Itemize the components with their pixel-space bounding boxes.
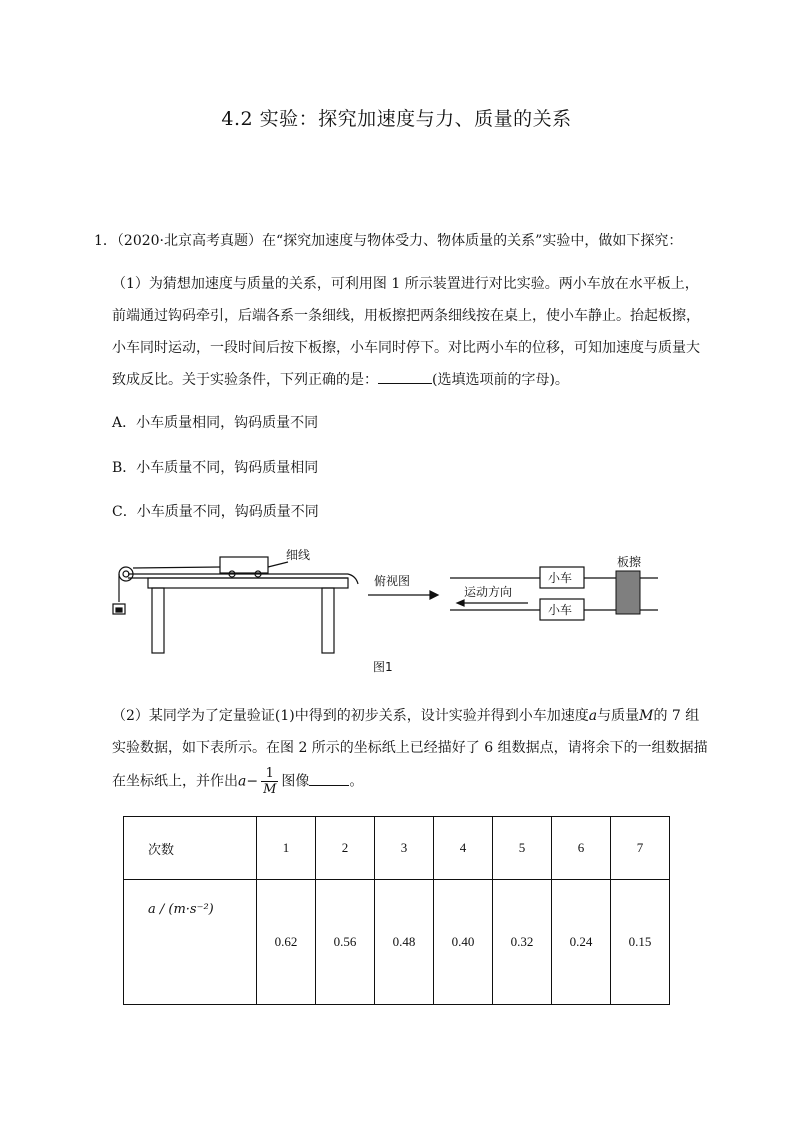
minus-sign: − <box>246 773 259 790</box>
table-header-row <box>124 817 670 880</box>
part2-line1-end: 的 7 组 <box>653 708 700 724</box>
part2-line2: 实验数据，如下表所示。在图 2 所示的坐标纸上已经描好了 6 组数据点，请将余下的一组数据描 <box>112 740 708 756</box>
part2-line3-text: 在坐标纸上，并作出 <box>112 773 238 790</box>
eraser-block <box>616 571 640 614</box>
pulley-icon <box>119 567 133 602</box>
question-stem <box>94 232 682 250</box>
part2-line3 <box>112 766 363 797</box>
part1-line2: 前端通过钩码牵引，后端各系一条细线，用板擦把两条细线按在桌上，使小车静止。抬起板擦， <box>112 308 700 324</box>
figure-1-caption: 图1 <box>373 660 393 674</box>
part1-line4-hint: (选填选项前的字母)。 <box>432 372 569 388</box>
label-eraser: 板擦 <box>617 555 642 569</box>
label-thread: 细线 <box>286 548 311 562</box>
table-col-1: 1 <box>257 817 316 880</box>
table-col-4: 4 <box>434 817 493 880</box>
table-col-2: 2 <box>316 817 375 880</box>
var-M: M <box>639 708 654 724</box>
label-car-top: 小车 <box>548 571 573 585</box>
table-value-1: 0.62 <box>257 880 316 1005</box>
table-value-7: 0.15 <box>611 880 670 1005</box>
frac-numerator: 1 <box>261 766 278 782</box>
table-col-7: 7 <box>611 817 670 880</box>
part1-line1: （1）为猜想加速度与质量的关系，可利用图 1 所示装置进行对比实验。两小车放在水平板上， <box>112 276 699 292</box>
option-c[interactable]: C．小车质量不同，钩码质量不同 <box>112 504 319 520</box>
var-a: a <box>588 708 598 724</box>
question-number: 1． <box>94 233 117 249</box>
hook-weight-icon <box>113 604 125 614</box>
left-arrow-icon <box>457 600 528 606</box>
label-car-bottom: 小车 <box>548 603 573 617</box>
table-value-2: 0.56 <box>316 880 375 1005</box>
part2-line1-mid: 与质量 <box>597 708 640 724</box>
frac-denominator: M <box>263 782 277 797</box>
option-a[interactable]: A．小车质量相同，钩码质量不同 <box>112 415 319 431</box>
option-b[interactable]: B．小车质量不同，钩码质量相同 <box>112 460 319 476</box>
data-table <box>123 816 670 1005</box>
label-top-view: 俯视图 <box>374 574 411 588</box>
table-value-5: 0.32 <box>493 880 552 1005</box>
part2-line1 <box>112 707 699 725</box>
table-value-4: 0.40 <box>434 880 493 1005</box>
table-col-6: 6 <box>552 817 611 880</box>
table-header-label: 次数 <box>124 817 257 880</box>
answer-blank-2[interactable] <box>309 773 349 786</box>
table-col-5: 5 <box>493 817 552 880</box>
answer-blank-1[interactable] <box>378 371 432 384</box>
var-a-2: a <box>238 773 247 790</box>
question-source: （2020·北京高考真题） <box>116 233 263 249</box>
part1-line3: 小车同时运动，一段时间后按下板擦，小车同时停下。对比两小车的位移，可知加速度与质量大 <box>112 340 700 356</box>
table-side-view <box>128 574 358 653</box>
table-value-6: 0.24 <box>552 880 611 1005</box>
part1-line4 <box>112 371 569 389</box>
label-direction: 运动方向 <box>464 585 513 599</box>
part1-line4-text: 致成反比。关于实验条件，下列正确的是： <box>112 372 378 388</box>
right-arrow-icon <box>368 591 438 599</box>
page-title: 4.2 实验：探究加速度与力、质量的关系 <box>221 108 572 130</box>
part2-line3-graph: 图像 <box>281 773 310 790</box>
table-value-3: 0.48 <box>375 880 434 1005</box>
figure-1 <box>108 540 688 680</box>
table-data-row <box>124 880 670 1005</box>
question-stem-text: 在“探究加速度与物体受力、物体质量的关系”实验中，做如下探究： <box>262 233 683 249</box>
part2-line3-end: 。 <box>349 773 364 790</box>
table-col-3: 3 <box>375 817 434 880</box>
part2-line1-text: （2）某同学为了定量验证(1)中得到的初步关系，设计实验并得到小车加速度 <box>112 708 589 724</box>
table-row-label: a / (m·s⁻²) <box>124 880 257 1005</box>
one-over-M-fraction <box>261 766 278 797</box>
